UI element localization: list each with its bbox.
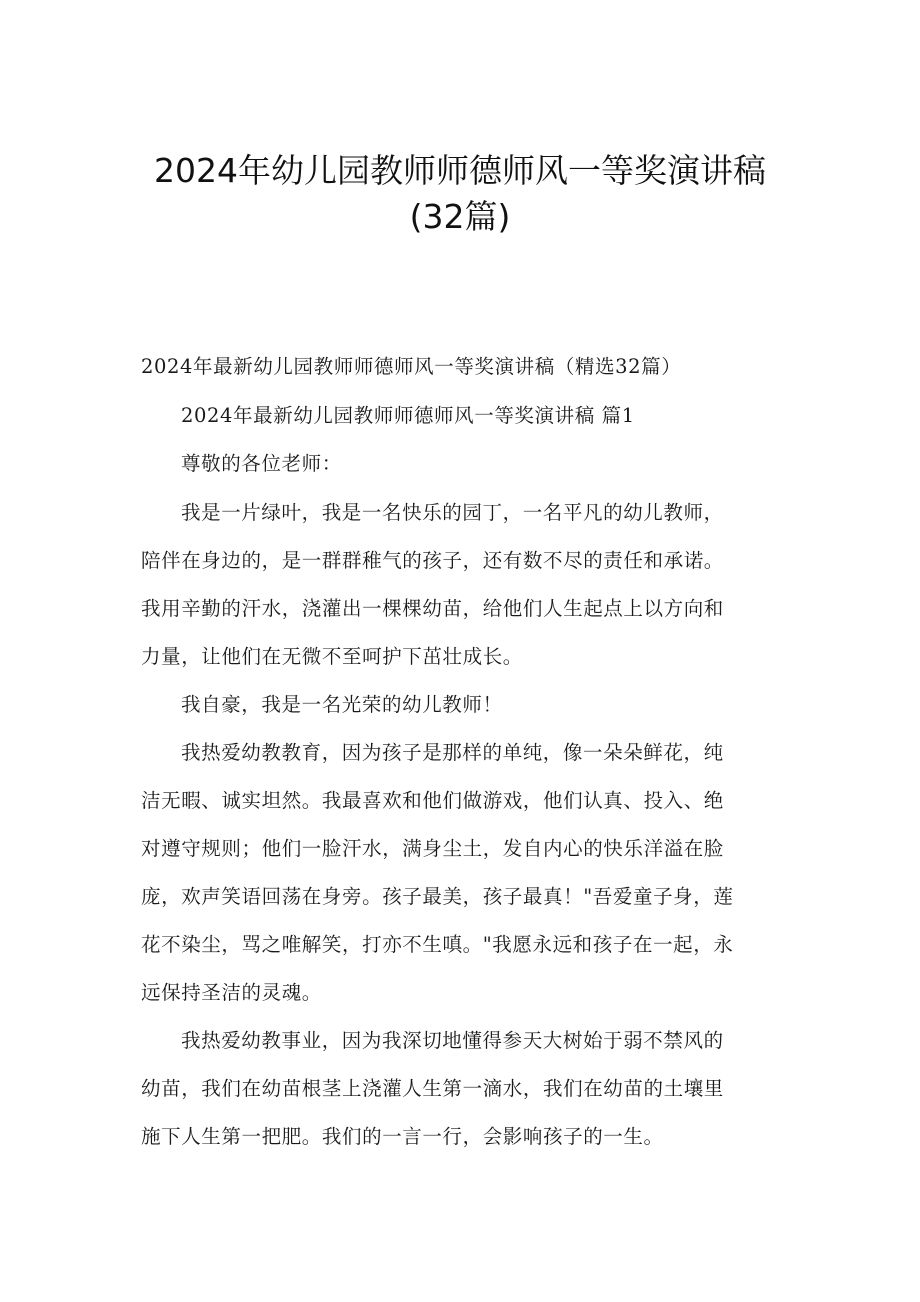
document-title-line2: (32篇) (409, 197, 511, 236)
paragraph-1-line-3: 我用辛勤的汗水，浇灌出一棵棵幼苗，给他们人生起点上以方向和 (141, 597, 724, 620)
paragraph-4-line-1: 我热爱幼教事业，因为我深切地懂得参天大树始于弱不禁风的 (181, 1029, 724, 1052)
paragraph-3-line-4: 庞，欢声笑语回荡在身旁。孩子最美，孩子最真！"吾爱童子身，莲 (141, 885, 734, 908)
paragraph-4-line-2: 幼苗，我们在幼苗根茎上浇灌人生第一滴水，我们在幼苗的土壤里 (141, 1077, 724, 1100)
paragraph-4-line-3: 施下人生第一把肥。我们的一言一行，会影响孩子的一生。 (141, 1125, 664, 1148)
paragraph-1-line-4: 力量，让他们在无微不至呵护下茁壮成长。 (141, 645, 523, 668)
paragraph-3-line-2: 洁无暇、诚实坦然。我最喜欢和他们做游戏，他们认真、投入、绝 (141, 789, 724, 812)
document-subtitle: 2024年最新幼儿园教师师德师风一等奖演讲稿（精选32篇） (141, 355, 682, 378)
greeting: 尊敬的各位老师： (181, 452, 342, 475)
paragraph-3-line-6: 远保持圣洁的灵魂。 (141, 981, 322, 1004)
paragraph-1-line-2: 陪伴在身边的，是一群群稚气的孩子，还有数不尽的责任和承诺。 (141, 549, 724, 572)
document-title-line1: 2024年幼儿园教师师德师风一等奖演讲稿 (154, 151, 766, 190)
section-heading: 2024年最新幼儿园教师师德师风一等奖演讲稿 篇1 (181, 404, 635, 427)
paragraph-3-line-5: 花不染尘，骂之唯解笑，打亦不生嗔。"我愿永远和孩子在一起，永 (141, 933, 734, 956)
paragraph-3-line-1: 我热爱幼教教育，因为孩子是那样的单纯，像一朵朵鲜花，纯 (181, 741, 724, 764)
paragraph-2-line-1: 我自豪，我是一名光荣的幼儿教师！ (181, 693, 503, 716)
paragraph-1-line-1: 我是一片绿叶，我是一名快乐的园丁，一名平凡的幼儿教师， (181, 501, 724, 524)
paragraph-3-line-3: 对遵守规则；他们一脸汗水，满身尘土，发自内心的快乐洋溢在脸 (141, 837, 724, 860)
